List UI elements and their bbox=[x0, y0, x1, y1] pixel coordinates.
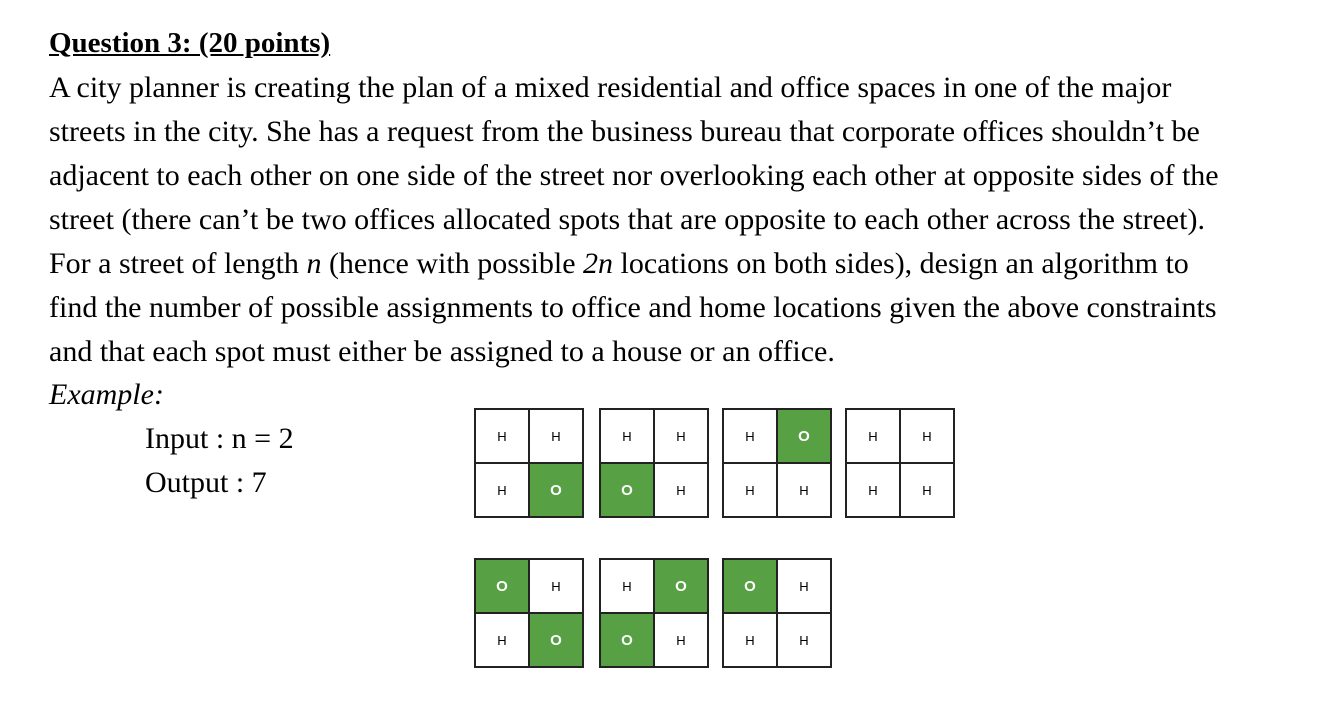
house-cell: H bbox=[655, 614, 707, 666]
office-cell: O bbox=[601, 614, 653, 666]
house-cell: H bbox=[847, 410, 899, 462]
house-cell: H bbox=[655, 464, 707, 516]
office-cell: O bbox=[778, 410, 830, 462]
assignment-grid bbox=[722, 408, 832, 518]
house-cell: H bbox=[476, 410, 528, 462]
assignment-grid bbox=[722, 558, 832, 668]
office-cell: O bbox=[530, 614, 582, 666]
assignment-grid bbox=[474, 558, 584, 668]
paragraph-line: adjacent to each other on one side of the street nor overlooking each other at opposite sides of the bbox=[49, 159, 1219, 192]
example-input: Input : n = 2 bbox=[145, 422, 294, 455]
house-cell: H bbox=[530, 560, 582, 612]
house-cell: H bbox=[778, 560, 830, 612]
question-paragraph bbox=[49, 66, 1219, 374]
office-cell: O bbox=[476, 560, 528, 612]
assignment-grid bbox=[474, 408, 584, 518]
math-variable: n bbox=[306, 247, 322, 280]
house-cell: H bbox=[778, 464, 830, 516]
office-cell: O bbox=[655, 560, 707, 612]
paragraph-line: For a street of length n (hence with possible 2n locations on both sides), design an algorithm to bbox=[49, 247, 1189, 280]
paragraph-line: streets in the city. She has a request from the business bureau that corporate offices shouldn’t be bbox=[49, 115, 1200, 148]
question-heading: Question 3: (20 points) bbox=[49, 27, 331, 59]
house-cell: H bbox=[601, 560, 653, 612]
office-cell: O bbox=[601, 464, 653, 516]
math-variable: 2n bbox=[583, 247, 614, 280]
house-cell: H bbox=[724, 464, 776, 516]
example-label: Example: bbox=[49, 378, 164, 411]
paragraph-line: A city planner is creating the plan of a mixed residential and office spaces in one of the major bbox=[49, 71, 1172, 104]
house-cell: H bbox=[530, 410, 582, 462]
assignment-grid bbox=[599, 408, 709, 518]
assignment-grid bbox=[599, 558, 709, 668]
paragraph-line: find the number of possible assignments to office and home locations given the above constraints bbox=[49, 291, 1217, 324]
house-cell: H bbox=[601, 410, 653, 462]
house-cell: H bbox=[476, 614, 528, 666]
house-cell: H bbox=[724, 410, 776, 462]
house-cell: H bbox=[901, 464, 953, 516]
paragraph-line: street (there can’t be two offices allocated spots that are opposite to each other across the street). bbox=[49, 203, 1205, 236]
paragraph-line: and that each spot must either be assigned to a house or an office. bbox=[49, 335, 835, 368]
house-cell: H bbox=[778, 614, 830, 666]
assignment-grid bbox=[845, 408, 955, 518]
house-cell: H bbox=[847, 464, 899, 516]
house-cell: H bbox=[901, 410, 953, 462]
office-cell: O bbox=[724, 560, 776, 612]
example-output: Output : 7 bbox=[145, 466, 267, 499]
office-cell: O bbox=[530, 464, 582, 516]
house-cell: H bbox=[724, 614, 776, 666]
house-cell: H bbox=[655, 410, 707, 462]
house-cell: H bbox=[476, 464, 528, 516]
